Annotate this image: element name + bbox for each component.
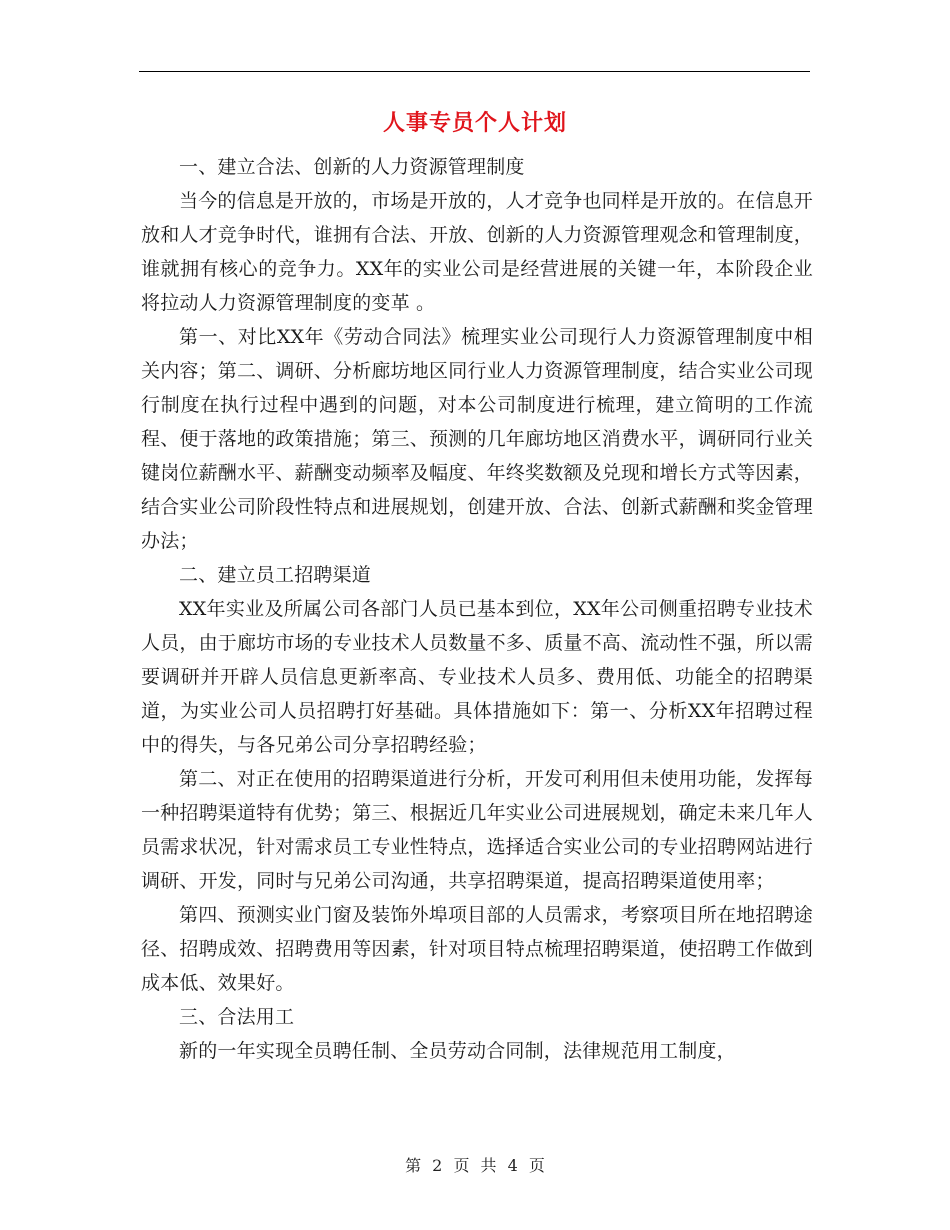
section-heading-2: 二、建立员工招聘渠道 xyxy=(179,564,372,586)
paragraph-5: 第四、预测实业门窗及装饰外埠项目部的人员需求，考察项目所在地招聘途径、招聘成效、招聘费用等因素，针对项目特点梳理招聘渠道，使招聘工作做到成本低、效果好。 xyxy=(141,904,814,994)
section-heading-3: 三、合法用工 xyxy=(179,1006,295,1028)
document-body xyxy=(141,150,813,1068)
header-rule xyxy=(139,71,810,72)
paragraph-4: 第二、对正在使用的招聘渠道进行分析，开发可利用但未使用功能，发挥每一种招聘渠道特有优势；第三、根据近几年实业公司进展规划，确定未来几年人员需求状况，针对需求员工专业性特点，选择适合实业公司的专业招聘网站进行调研、开发，同时与兄弟公司沟通，共享招聘渠道，提高招聘渠道使用率； xyxy=(141,768,814,892)
paragraph-1: 当今的信息是开放的，市场是开放的，人才竞争也同样是开放的。在信息开放和人才竞争时代，谁拥有合法、开放、创新的人力资源管理观念和管理制度，谁就拥有核心的竞争力。XX年的实业公司是经营进展的关键一年，本阶段企业将拉动人力资源管理制度的变革 。 xyxy=(141,190,814,314)
paragraph-2: 第一、对比XX年《劳动合同法》梳理实业公司现行人力资源管理制度中相关内容；第二、调研、分析廊坊地区同行业人力资源管理制度，结合实业公司现行制度在执行过程中遇到的问题，对本公司制度进行梳理，建立简明的工作流程、便于落地的政策措施；第三、预测的几年廊坊地区消费水平，调研同行业关键岗位薪酬水平、薪酬变动频率及幅度、年终奖数额及兑现和增长方式等因素，结合实业公司阶段性特点和进展规划，创建开放、合法、创新式薪酬和奖金管理办法； xyxy=(141,326,814,552)
page-number-footer: 第 2 页 共 4 页 xyxy=(405,1156,545,1175)
document-title: 人事专员个人计划 xyxy=(382,110,567,136)
section-heading-1: 一、建立合法、创新的人力资源管理制度 xyxy=(179,156,525,178)
paragraph-6: 新的一年实现全员聘任制、全员劳动合同制，法律规范用工制度， xyxy=(179,1040,736,1062)
paragraph-3: XX年实业及所属公司各部门人员已基本到位，XX年公司侧重招聘专业技术人员，由于廊坊市场的专业技术人员数量不多、质量不高、流动性不强，所以需要调研并开辟人员信息更新率高、专业技术人员多、费用低、功能全的招聘渠道，为实业公司人员招聘打好基础。具体措施如下：第一、分析XX年招聘过程中的得失，与各兄弟公司分享招聘经验； xyxy=(141,598,814,756)
